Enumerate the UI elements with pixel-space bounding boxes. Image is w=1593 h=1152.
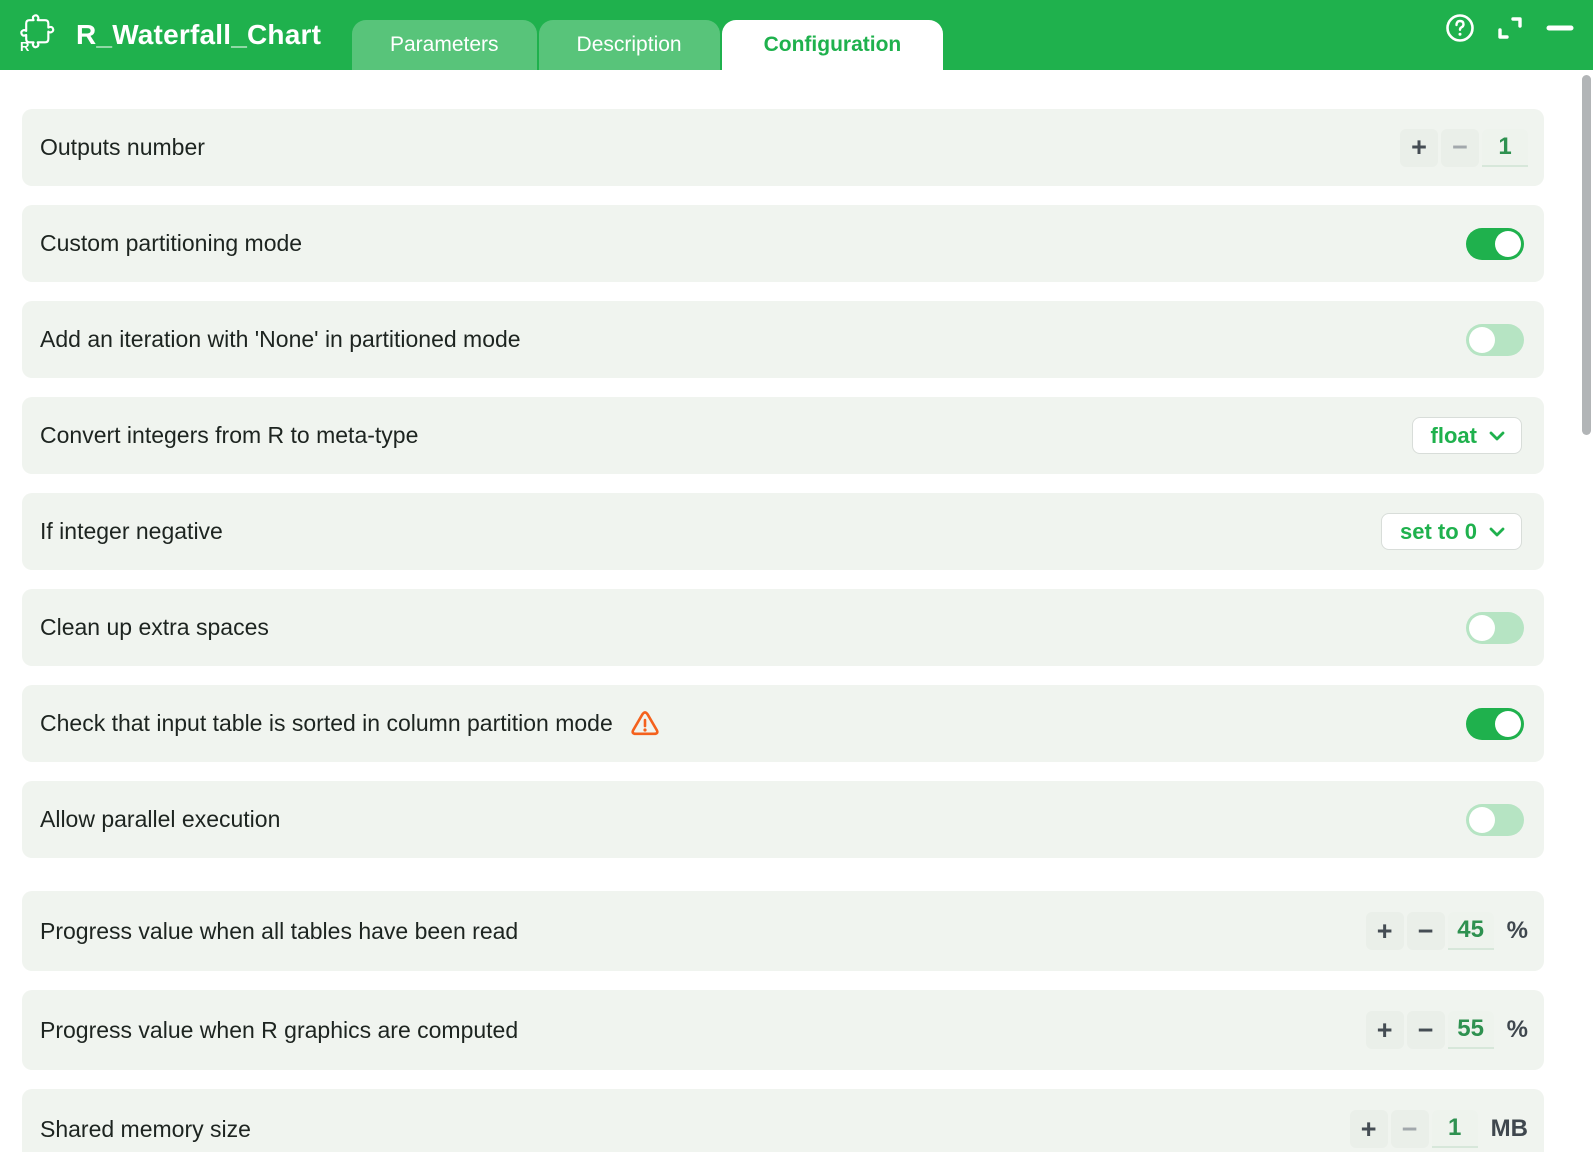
header-actions: [1445, 0, 1575, 56]
setting-row: [22, 301, 1544, 378]
increment-button[interactable]: +: [1366, 912, 1404, 950]
number-stepper: [1366, 1011, 1528, 1049]
window-title: R_Waterfall_Chart: [76, 19, 322, 50]
warning-icon: [629, 709, 661, 739]
stepper-unit: %: [1506, 1016, 1528, 1043]
setting-label: If integer negative: [40, 518, 223, 544]
toggle-switch[interactable]: [1466, 612, 1524, 644]
toggle-switch[interactable]: [1466, 228, 1524, 260]
scrollbar-thumb[interactable]: [1582, 75, 1591, 435]
chevron-down-icon: [1487, 426, 1507, 446]
increment-button[interactable]: +: [1366, 1011, 1404, 1049]
setting-label: Clean up extra spaces: [40, 614, 269, 640]
chevron-down-icon: [1487, 522, 1507, 542]
number-stepper: [1400, 129, 1528, 167]
setting-label: Convert integers from R to meta-type: [40, 422, 419, 448]
decrement-button[interactable]: −: [1441, 129, 1479, 167]
setting-row: [22, 589, 1544, 666]
toggle-knob: [1495, 231, 1521, 257]
tab-parameters[interactable]: Parameters: [352, 20, 537, 70]
toggle-knob: [1469, 807, 1495, 833]
toggle-switch[interactable]: [1466, 708, 1524, 740]
number-stepper: [1366, 912, 1528, 950]
setting-label: Outputs number: [40, 134, 205, 160]
stepper-value[interactable]: 55: [1448, 1011, 1494, 1049]
header-bar: [0, 0, 1593, 70]
setting-row: [22, 397, 1544, 474]
r-badge: R: [20, 39, 30, 54]
tab-bar: [352, 20, 943, 70]
setting-row: [22, 493, 1544, 570]
decrement-button[interactable]: −: [1407, 1011, 1445, 1049]
setting-label: Shared memory size: [40, 1115, 251, 1142]
minimize-icon[interactable]: [1545, 13, 1575, 43]
stepper-unit: %: [1506, 917, 1528, 944]
stepper-value[interactable]: 1: [1432, 1110, 1478, 1148]
setting-row: [22, 109, 1544, 186]
chevron-down-icon: [1487, 522, 1507, 542]
dropdown-value: float: [1430, 422, 1477, 448]
setting-label: Allow parallel execution: [40, 806, 281, 832]
increment-button[interactable]: +: [1350, 1110, 1388, 1148]
setting-label: Check that input table is sorted in column partition mode: [40, 710, 613, 736]
setting-label: Add an iteration with 'None' in partitioned mode: [40, 326, 521, 352]
puzzle-r-icon: [16, 12, 62, 58]
toggle-knob: [1469, 327, 1495, 353]
increment-button[interactable]: +: [1400, 129, 1438, 167]
dropdown-value: set to 0: [1399, 518, 1477, 544]
expand-icon[interactable]: [1495, 13, 1525, 43]
stepper-value[interactable]: 45: [1448, 912, 1494, 950]
toggle-switch[interactable]: [1466, 324, 1524, 356]
chevron-down-icon: [1487, 426, 1507, 446]
decrement-button[interactable]: −: [1407, 912, 1445, 950]
setting-row: [22, 685, 1544, 762]
setting-label: Custom partitioning mode: [40, 230, 303, 256]
help-icon[interactable]: [1445, 13, 1475, 43]
setting-row: [22, 1089, 1544, 1152]
stepper-value[interactable]: 1: [1482, 129, 1528, 167]
tab-description[interactable]: Description: [539, 20, 720, 70]
toggle-switch[interactable]: [1466, 804, 1524, 836]
number-stepper: [1350, 1110, 1528, 1148]
setting-row: [22, 891, 1544, 971]
stepper-unit: MB: [1490, 1115, 1528, 1142]
setting-row: [22, 205, 1544, 282]
dropdown-select[interactable]: [1381, 513, 1522, 550]
setting-label: Progress value when all tables have been read: [40, 917, 519, 944]
toggle-knob: [1495, 711, 1521, 737]
setting-row: [22, 781, 1544, 858]
tab-configuration[interactable]: Configuration: [722, 20, 944, 70]
dropdown-select[interactable]: [1412, 417, 1522, 454]
toggle-knob: [1469, 615, 1495, 641]
decrement-button[interactable]: −: [1391, 1110, 1429, 1148]
setting-label: Progress value when R graphics are computed: [40, 1016, 519, 1043]
settings-list: [0, 70, 1575, 1152]
setting-row: [22, 990, 1544, 1070]
